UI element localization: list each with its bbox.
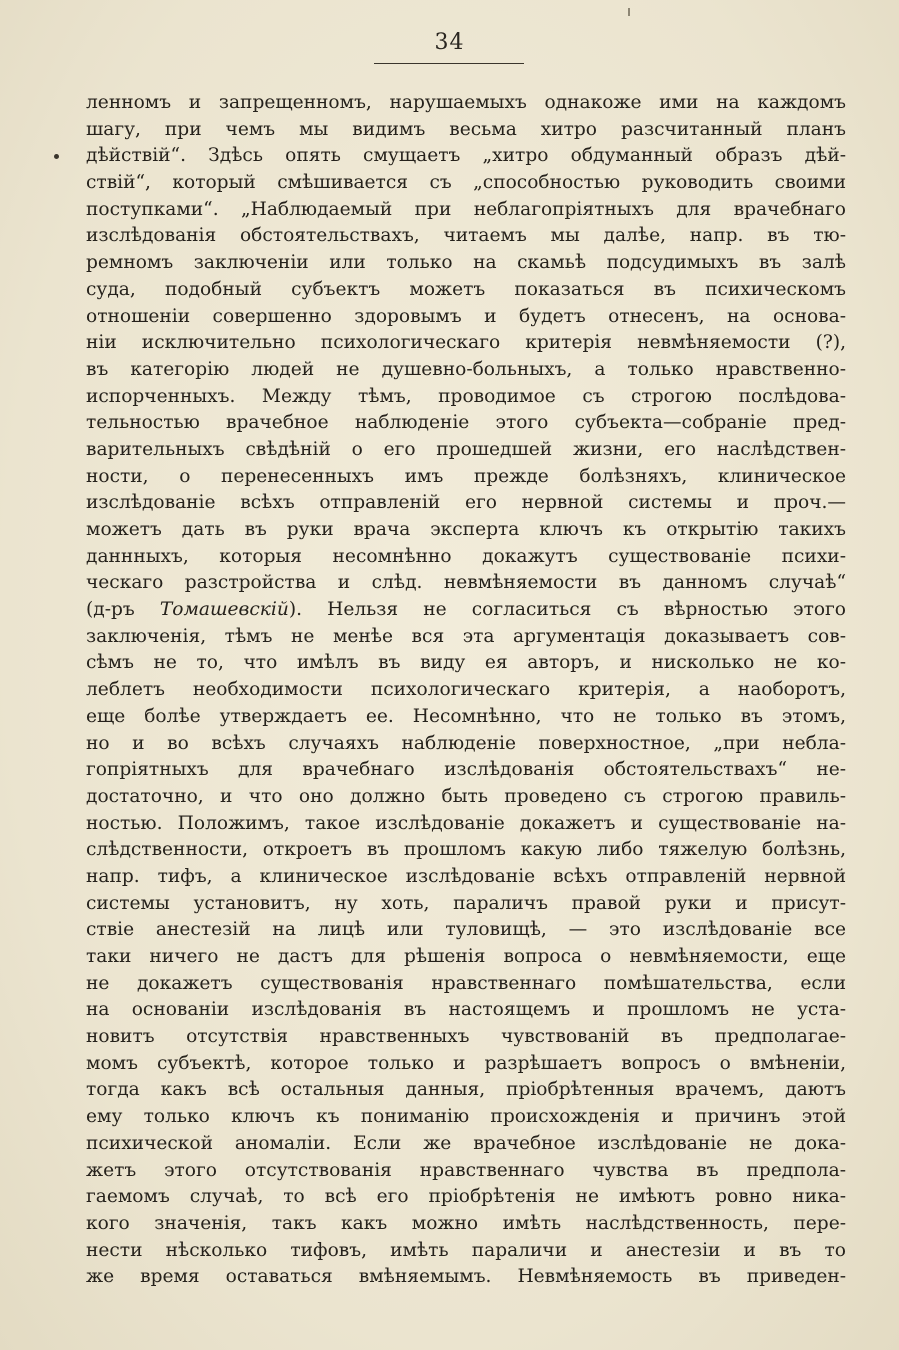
text-line: леблетъ необходимости психологическаго критерія, а наоборотъ, xyxy=(86,679,846,701)
author-name: Томашевскій xyxy=(159,599,289,621)
text-line: въ категорію людей не душевно-больныхъ, а только нравственно- xyxy=(86,358,846,380)
text-line: на основаніи изслѣдованія въ настоящемъ и прошломъ не уста- xyxy=(86,999,846,1021)
text-line: не докажетъ существованія нравственнаго помѣшательства, если xyxy=(86,972,846,994)
text-line: момъ субъектѣ, которое только и разрѣшаетъ вопросъ о вмѣненіи, xyxy=(86,1052,846,1074)
text-line: изслѣдованіе всѣхъ отправленій его нервной системы и проч.— xyxy=(86,492,846,514)
text-line: сѣмъ не то, что имѣлъ въ виду ея авторъ, и нисколько не ко- xyxy=(86,652,846,674)
page-number: 34 xyxy=(434,30,465,55)
text-line: кого значенія, такъ какъ можно имѣть наслѣдственность, пере- xyxy=(86,1212,846,1234)
text-line: напр. тифъ, а клиническое изслѣдованіе всѣхъ отправленій нервной xyxy=(86,865,846,887)
text-line: варительныхъ свѣдѣній о его прошедшей жизни, его наслѣдствен- xyxy=(86,438,846,460)
text-line: достаточно, и что оно должно быть проведено съ строгою правиль- xyxy=(86,785,846,807)
citation-prefix: (д‑ръ xyxy=(86,599,160,621)
text-line: ствіе анестезій на лицѣ или туловищѣ, — это изслѣдованіе все xyxy=(86,919,846,941)
header-rule xyxy=(374,63,524,64)
text-line: заключенія, тѣмъ не менѣе вся эта аргументація доказываетъ сов- xyxy=(86,625,846,647)
text-line: шагу, при чемъ мы видимъ весьма хитро разсчитанный планъ xyxy=(86,118,846,140)
text-line: ему только ключъ къ пониманію происхожденія и причинъ этой xyxy=(86,1106,846,1128)
text-line: испорченныхъ. Между тѣмъ, проводимое съ строгою послѣдова- xyxy=(86,385,846,407)
text-line: таки ничего не дастъ для рѣшенія вопроса о невмѣняемости, еще xyxy=(86,946,846,967)
text-line: системы установитъ, ну хоть, параличъ правой руки и присут- xyxy=(86,892,846,914)
citation-suffix: ). Нельзя не согласиться съ вѣрностью этого xyxy=(288,599,846,621)
text-line: жетъ этого отсутствованія нравственнаго чувства въ предпола- xyxy=(86,1159,846,1181)
text-line: нести нѣсколько тифовъ, имѣть параличи и анестезіи и въ то xyxy=(86,1239,846,1261)
text-line: ствій“, который смѣшивается съ „способностью руководить своими xyxy=(86,172,846,194)
text-line: же время оставаться вмѣняемымъ. Невмѣняемость въ приведен- xyxy=(86,1266,846,1288)
text-line-citation xyxy=(86,597,846,624)
body-text xyxy=(86,90,846,1291)
text-line: поступками“. „Наблюдаемый при неблагопріятныхъ для врачебнаго xyxy=(86,198,846,220)
text-line: гопріятныхъ для врачебнаго изслѣдованія обстоятельствахъ“ не- xyxy=(86,759,846,781)
text-line: но и во всѣхъ случаяхъ наблюденіе поверхностное, „при небла- xyxy=(86,732,846,754)
text-line: психической аномаліи. Если же врачебное изслѣдованіе не дока- xyxy=(86,1132,846,1154)
text-line: ремномъ заключеніи или только на скамьѣ подсудимыхъ въ залѣ xyxy=(86,252,846,274)
margin-mark xyxy=(54,154,59,159)
text-line: изслѣдованія обстоятельствахъ, читаемъ мы далѣе, напр. въ тю- xyxy=(86,225,846,247)
text-line: новитъ отсутствія нравственныхъ чувствованій въ предполагае- xyxy=(86,1026,846,1048)
text-line: слѣдственности, откроетъ въ прошломъ какую либо тяжелую болѣзнь, xyxy=(86,839,846,861)
text-line: даннныхъ, которыя несомнѣнно докажутъ существованіе психи- xyxy=(86,545,846,567)
text-line: ностью. Положимъ, такое изслѣдованіе докажетъ и существованіе на- xyxy=(86,812,846,834)
text-line: суда, подобный субъектъ можетъ показаться въ психическомъ xyxy=(86,278,846,300)
text-line: ленномъ и запрещенномъ, нарушаемыхъ однакоже ими на каждомъ xyxy=(86,92,846,113)
text-line: гаемомъ случаѣ, то всѣ его пріобрѣтенія не имѣютъ ровно ника- xyxy=(86,1186,846,1208)
text-line: тогда какъ всѣ остальныя данныя, пріобрѣтенныя врачемъ, даютъ xyxy=(86,1079,846,1101)
text-line: ческаго разстройства и слѣд. невмѣняемости въ данномъ случаѣ“ xyxy=(86,572,846,594)
text-line: тельностью врачебное наблюденіе этого субъекта—собраніе пред- xyxy=(86,412,846,434)
text-line: дѣйствій“. Здѣсь опять смущаетъ „хитро обдуманный образъ дѣй- xyxy=(86,145,846,167)
text-line: еще болѣе утверждаетъ ее. Несомнѣнно, что не только въ этомъ, xyxy=(86,705,846,727)
text-line: ніи исключительно психологическаго критерія невмѣняемости (?), xyxy=(86,332,846,354)
text-line: отношеніи совершенно здоровымъ и будетъ отнесенъ, на основа- xyxy=(86,305,846,327)
text-line: можетъ дать въ руки врача эксперта ключъ къ открытію такихъ xyxy=(86,519,846,540)
paper-speck xyxy=(628,8,630,16)
text-line: ности, о перенесенныхъ имъ прежде болѣзняхъ, клиническое xyxy=(86,465,846,487)
